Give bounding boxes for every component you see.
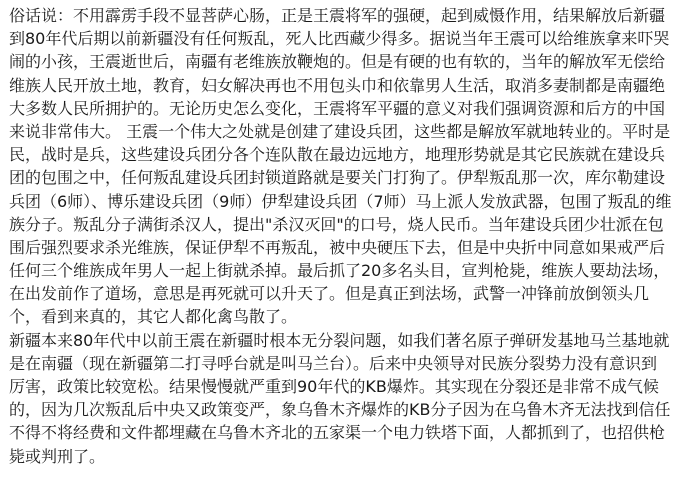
text-line: 闹的小孩，王震逝世后，南疆有老维族放鞭炮的。但是有硬的也有软的，当年的解放军无偿给 — [9, 52, 666, 72]
text-line: 维族人民开放土地，教育，妇女解决再也不用包头巾和依靠男人生活，取消多妻制都是南疆绝 — [9, 75, 666, 95]
text-line: 在出发前作了道场，意思是再死就可以升天了。但是真正到法场，武警一冲锋前放倒领头几 — [9, 284, 650, 304]
text-line: 个，看到来真的，其它人都化禽鸟散了。 — [9, 307, 298, 327]
text-line: 兵团（6师）、博乐建设兵团（9师）伊犁建设兵团（7师）马上派人发放武器，包围了叛乱的维 — [9, 191, 672, 211]
text-line: 任何三个维族成年男人一起上街就杀掉。最后抓了20多名头目，宣判枪毙，维族人要劫法场， — [9, 261, 670, 281]
paragraph-2 — [9, 329, 683, 468]
text-line: 族分子。叛乱分子满街杀汉人，提出"杀汉灭回"的口号，烧人民币。当年建设兵团少壮派在包 — [9, 214, 664, 234]
text-line: 是在南疆（现在新疆第二打寻呼台就是叫马兰台）。后来中央领导对民族分裂势力没有意识到 — [9, 353, 658, 373]
text-line: 不得不将经费和文件都埋藏在乌鲁木齐北的五家渠一个电力铁塔下面，人都抓到了，也招供枪 — [9, 423, 666, 443]
paragraph-1 — [9, 4, 683, 329]
text-line: 毙或判刑了。 — [9, 446, 106, 466]
text-line: 团的包围之中，任何叛乱建设兵团封锁道路就是要关门打狗了。伊犁叛乱那一次，库尔勒建设 — [9, 168, 666, 188]
text-line: 新疆本来80年代中以前王震在新疆时根本无分裂问题，如我们著名原子弹研发基地马兰基地就 — [9, 330, 670, 350]
text-line: 厉害，政策比较宽松。结果慢慢就严重到90年代的KB爆炸。其实现在分裂还是非常不成气候 — [9, 377, 659, 396]
text-line: 俗话说：不用霹雳手段不显菩萨心肠，正是王震将军的强硬，起到威慑作用，结果解放后新疆 — [9, 6, 666, 25]
text-line: 民，战时是兵，这些建设兵团分各个连队散在最边远地方，地理形势就是其它民族就在建设兵 — [9, 145, 666, 165]
text-line: 到80年代后期以前新疆没有任何叛乱，死人比西藏少得多。据说当年王震可以给维族拿来吓哭 — [9, 29, 670, 49]
text-line: 来说非常伟大。 王震一个伟大之处就是创建了建设兵团，这些都是解放军就地转业的。平时是 — [9, 121, 671, 141]
text-line: 大多数人民所拥护的。无论历史怎么变化，王震将军平疆的意义对我们强调资源和后方的中国 — [9, 98, 666, 118]
text-line: 围后强烈要求杀光维族，保证伊犁不再叛乱，被中央硬压下去，但是中央折中同意如果戒严后 — [9, 237, 666, 257]
text-line: 的，因为几次叛乱后中央又政策变严，象乌鲁木齐爆炸的KB分子因为在乌鲁木齐无法找到信任 — [9, 400, 671, 420]
